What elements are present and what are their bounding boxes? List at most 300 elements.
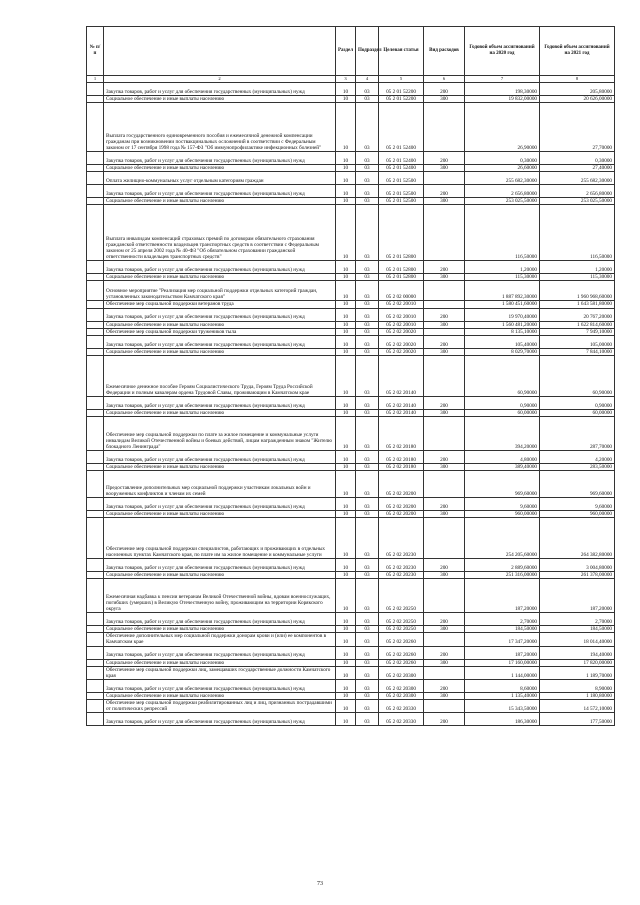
cell-amount-2020: 969,60000 xyxy=(465,471,540,498)
cell-description: Закупка товаров, работ и услуг для обеспечения государственных (муниципальных) нужд xyxy=(104,308,336,321)
cell-razdel: 10 xyxy=(336,152,356,165)
cell-num xyxy=(87,96,104,103)
cell-num xyxy=(87,281,104,301)
cell-tselevaya-statya: 05 2 02 20300 xyxy=(379,679,424,692)
cell-num xyxy=(87,613,104,626)
cell-razdel: 10 xyxy=(336,511,356,518)
cell-podrazdel: 03 xyxy=(356,626,379,633)
cell-podrazdel: 03 xyxy=(356,103,379,152)
cell-description: Закупка товаров, работ и услуг для обеспечения государственных (муниципальных) нужд xyxy=(104,613,336,626)
cell-amount-2020: 26,90000 xyxy=(465,103,540,152)
header-razdel: Раздел xyxy=(336,27,356,76)
cell-vid-rashodov: 300 xyxy=(424,692,465,699)
table-row xyxy=(87,416,615,450)
cell-num xyxy=(87,498,104,511)
header-podrazdel: Подраздел xyxy=(356,27,379,76)
column-number: 1 xyxy=(87,76,104,83)
cell-podrazdel: 03 xyxy=(356,328,379,335)
table-row xyxy=(87,450,615,463)
cell-tselevaya-statya: 05 2 01 52400 xyxy=(379,103,424,152)
cell-tselevaya-statya: 05 2 01 52200 xyxy=(379,83,424,96)
cell-description: Предоставление дополнительных мер социальной поддержки участникам локальных войн и вооруженных конфликтов и членам их семей xyxy=(104,471,336,498)
cell-description: Закупка товаров, работ и услуг для обеспечения государственных (муниципальных) нужд xyxy=(104,559,336,572)
table-row xyxy=(87,205,615,261)
cell-num xyxy=(87,205,104,261)
cell-vid-rashodov xyxy=(424,355,465,396)
cell-num xyxy=(87,165,104,172)
cell-amount-2021: 14 572,10000 xyxy=(540,699,615,712)
cell-num xyxy=(87,328,104,335)
cell-razdel: 10 xyxy=(336,416,356,450)
cell-razdel: 10 xyxy=(336,463,356,470)
cell-amount-2021: 253 025,50000 xyxy=(540,198,615,205)
cell-num xyxy=(87,301,104,308)
table-row xyxy=(87,633,615,646)
cell-tselevaya-statya: 05 2 01 52800 xyxy=(379,205,424,261)
cell-vid-rashodov: 200 xyxy=(424,450,465,463)
cell-tselevaya-statya: 05 2 02 20140 xyxy=(379,409,424,416)
cell-tselevaya-statya: 05 2 02 20180 xyxy=(379,450,424,463)
cell-amount-2020: 4,80000 xyxy=(465,450,540,463)
cell-description: Социальное обеспечение и иные выплаты населению xyxy=(104,511,336,518)
cell-num xyxy=(87,511,104,518)
column-number: 3 xyxy=(336,76,356,83)
table-row xyxy=(87,626,615,633)
cell-tselevaya-statya: 05 2 02 20020 xyxy=(379,348,424,355)
column-number: 4 xyxy=(356,76,379,83)
cell-amount-2021: 2,70000 xyxy=(540,613,615,626)
cell-podrazdel: 03 xyxy=(356,450,379,463)
cell-description: Закупка товаров, работ и услуг для обеспечения государственных (муниципальных) нужд xyxy=(104,83,336,96)
cell-num xyxy=(87,471,104,498)
cell-podrazdel: 03 xyxy=(356,679,379,692)
cell-tselevaya-statya: 05 2 02 20300 xyxy=(379,692,424,699)
cell-tselevaya-statya: 05 2 01 52400 xyxy=(379,152,424,165)
cell-tselevaya-statya: 05 2 01 52500 xyxy=(379,185,424,198)
cell-amount-2021: 17 820,00000 xyxy=(540,659,615,666)
cell-amount-2020: 17 160,00000 xyxy=(465,659,540,666)
cell-num xyxy=(87,559,104,572)
cell-podrazdel: 03 xyxy=(356,659,379,666)
cell-amount-2020: 960,00000 xyxy=(465,511,540,518)
cell-razdel: 10 xyxy=(336,355,356,396)
cell-razdel: 10 xyxy=(336,185,356,198)
cell-tselevaya-statya: 05 2 02 20330 xyxy=(379,713,424,726)
cell-amount-2021: 60,90000 xyxy=(540,355,615,396)
cell-amount-2021: 177,50000 xyxy=(540,713,615,726)
cell-podrazdel: 03 xyxy=(356,348,379,355)
cell-amount-2020: 17 347,20000 xyxy=(465,633,540,646)
cell-tselevaya-statya: 05 2 02 20180 xyxy=(379,416,424,450)
cell-razdel: 10 xyxy=(336,471,356,498)
cell-description: Ежемесячное денежное пособие Героям Социалистического Труда, Героям Труда Российской Федерации и полным кавалерам ордена Трудовой Славы, проживающим в Камчатском крае xyxy=(104,355,336,396)
table-row xyxy=(87,646,615,659)
cell-razdel: 10 xyxy=(336,83,356,96)
cell-razdel: 10 xyxy=(336,713,356,726)
cell-amount-2021: 287,70000 xyxy=(540,416,615,450)
header-tselevaya-statya: Целевая статья xyxy=(379,27,424,76)
cell-tselevaya-statya: 05 2 02 20250 xyxy=(379,613,424,626)
cell-amount-2020: 19 832,00000 xyxy=(465,96,540,103)
cell-razdel: 10 xyxy=(336,261,356,274)
cell-tselevaya-statya: 05 2 02 00000 xyxy=(379,281,424,301)
table-row xyxy=(87,274,615,281)
cell-podrazdel: 03 xyxy=(356,198,379,205)
cell-amount-2021: 20 767,20000 xyxy=(540,308,615,321)
table-row xyxy=(87,152,615,165)
cell-tselevaya-statya: 05 2 02 20300 xyxy=(379,666,424,679)
cell-vid-rashodov xyxy=(424,699,465,712)
cell-num xyxy=(87,679,104,692)
cell-vid-rashodov: 200 xyxy=(424,261,465,274)
cell-num xyxy=(87,450,104,463)
cell-podrazdel: 03 xyxy=(356,692,379,699)
cell-razdel: 10 xyxy=(336,409,356,416)
cell-tselevaya-statya: 05 2 02 20250 xyxy=(379,626,424,633)
cell-amount-2020: 2 656,80000 xyxy=(465,185,540,198)
cell-description: Закупка товаров, работ и услуг для обеспечения государственных (муниципальных) нужд xyxy=(104,396,336,409)
cell-razdel: 10 xyxy=(336,666,356,679)
cell-tselevaya-statya: 05 2 02 20250 xyxy=(379,579,424,613)
table-row xyxy=(87,613,615,626)
cell-amount-2021: 8,90000 xyxy=(540,679,615,692)
cell-num xyxy=(87,692,104,699)
budget-table xyxy=(86,26,615,726)
cell-num xyxy=(87,185,104,198)
cell-vid-rashodov: 300 xyxy=(424,572,465,579)
cell-amount-2020: 198,30000 xyxy=(465,83,540,96)
table-row xyxy=(87,261,615,274)
cell-podrazdel: 03 xyxy=(356,511,379,518)
cell-podrazdel: 03 xyxy=(356,355,379,396)
table-row xyxy=(87,328,615,335)
column-number-row xyxy=(87,76,615,83)
cell-tselevaya-statya: 05 2 02 20260 xyxy=(379,659,424,666)
cell-tselevaya-statya: 05 2 02 20200 xyxy=(379,511,424,518)
cell-description: Закупка товаров, работ и услуг для обеспечения государственных (муниципальных) нужд xyxy=(104,679,336,692)
cell-num xyxy=(87,646,104,659)
table-row xyxy=(87,409,615,416)
cell-razdel: 10 xyxy=(336,321,356,328)
cell-tselevaya-statya: 05 2 02 20200 xyxy=(379,471,424,498)
cell-tselevaya-statya: 05 2 01 52800 xyxy=(379,261,424,274)
column-number: 7 xyxy=(465,76,540,83)
cell-razdel: 10 xyxy=(336,699,356,712)
cell-podrazdel: 03 xyxy=(356,633,379,646)
cell-description: Закупка товаров, работ и услуг для обеспечения государственных (муниципальных) нужд xyxy=(104,261,336,274)
cell-description: Обеспечение дополнительных мер социальной поддержки донорам крови и (или) ее компонентов в Камчатском крае xyxy=(104,633,336,646)
cell-tselevaya-statya: 05 2 02 20230 xyxy=(379,572,424,579)
cell-razdel: 10 xyxy=(336,205,356,261)
cell-podrazdel: 03 xyxy=(356,83,379,96)
cell-vid-rashodov xyxy=(424,103,465,152)
cell-amount-2021: 205,80000 xyxy=(540,83,615,96)
cell-podrazdel: 03 xyxy=(356,559,379,572)
cell-vid-rashodov xyxy=(424,281,465,301)
cell-vid-rashodov: 300 xyxy=(424,274,465,281)
cell-amount-2021: 1 960 968,60000 xyxy=(540,281,615,301)
cell-vid-rashodov: 200 xyxy=(424,646,465,659)
cell-description: Социальное обеспечение и иные выплаты населению xyxy=(104,626,336,633)
cell-amount-2020: 1 887 892,30000 xyxy=(465,281,540,301)
cell-amount-2021: 116,50000 xyxy=(540,205,615,261)
cell-num xyxy=(87,633,104,646)
cell-amount-2020: 253 025,50000 xyxy=(465,198,540,205)
cell-amount-2020: 254 205,60000 xyxy=(465,518,540,559)
cell-vid-rashodov xyxy=(424,633,465,646)
cell-amount-2020: 187,20000 xyxy=(465,579,540,613)
cell-vid-rashodov xyxy=(424,328,465,335)
cell-razdel: 10 xyxy=(336,613,356,626)
cell-tselevaya-statya: 05 2 01 52500 xyxy=(379,198,424,205)
cell-razdel: 10 xyxy=(336,308,356,321)
cell-vid-rashodov: 300 xyxy=(424,165,465,172)
cell-amount-2021: 255 682,30000 xyxy=(540,172,615,185)
cell-amount-2020: 186,30000 xyxy=(465,713,540,726)
table-row xyxy=(87,572,615,579)
cell-amount-2020: 60,00000 xyxy=(465,409,540,416)
cell-podrazdel: 03 xyxy=(356,274,379,281)
cell-vid-rashodov xyxy=(424,579,465,613)
cell-podrazdel: 03 xyxy=(356,463,379,470)
cell-vid-rashodov xyxy=(424,666,465,679)
header-amount-2020: Годовой объем ассигнований на 2020 год xyxy=(465,27,540,76)
cell-description: Социальное обеспечение и иные выплаты населению xyxy=(104,348,336,355)
cell-num xyxy=(87,274,104,281)
cell-amount-2021: 20 626,00000 xyxy=(540,96,615,103)
cell-description: Социальное обеспечение и иные выплаты населению xyxy=(104,274,336,281)
cell-num xyxy=(87,572,104,579)
cell-razdel: 10 xyxy=(336,518,356,559)
cell-amount-2021: 27,40000 xyxy=(540,165,615,172)
cell-amount-2020: 19 970,40000 xyxy=(465,308,540,321)
cell-vid-rashodov: 200 xyxy=(424,83,465,96)
cell-num xyxy=(87,579,104,613)
cell-num xyxy=(87,396,104,409)
cell-vid-rashodov: 200 xyxy=(424,335,465,348)
cell-amount-2020: 1 144,00000 xyxy=(465,666,540,679)
cell-amount-2020: 116,50000 xyxy=(465,205,540,261)
cell-razdel: 10 xyxy=(336,335,356,348)
cell-amount-2021: 27,70000 xyxy=(540,103,615,152)
cell-amount-2021: 60,00000 xyxy=(540,409,615,416)
cell-razdel: 10 xyxy=(336,579,356,613)
cell-tselevaya-statya: 05 2 02 20140 xyxy=(379,396,424,409)
cell-vid-rashodov: 200 xyxy=(424,308,465,321)
cell-vid-rashodov: 200 xyxy=(424,613,465,626)
cell-num xyxy=(87,626,104,633)
cell-description: Социальное обеспечение и иные выплаты населению xyxy=(104,409,336,416)
cell-num xyxy=(87,321,104,328)
cell-amount-2020: 8 029,70000 xyxy=(465,348,540,355)
cell-podrazdel: 03 xyxy=(356,666,379,679)
cell-vid-rashodov: 300 xyxy=(424,96,465,103)
cell-podrazdel: 03 xyxy=(356,471,379,498)
table-row xyxy=(87,348,615,355)
cell-description: Обеспечение мер социальной поддержки тружеников тыла xyxy=(104,328,336,335)
cell-description: Оплата жилищно-коммунальных услуг отдельным категориям граждан xyxy=(104,172,336,185)
cell-amount-2020: 0,30000 xyxy=(465,152,540,165)
table-row xyxy=(87,679,615,692)
cell-num xyxy=(87,198,104,205)
cell-tselevaya-statya: 05 2 01 52400 xyxy=(379,165,424,172)
cell-description: Закупка товаров, работ и услуг для обеспечения государственных (муниципальных) нужд xyxy=(104,450,336,463)
cell-amount-2021: 0,30000 xyxy=(540,152,615,165)
cell-razdel: 10 xyxy=(336,396,356,409)
column-number: 2 xyxy=(104,76,336,83)
cell-vid-rashodov: 300 xyxy=(424,409,465,416)
cell-amount-2021: 264 382,80000 xyxy=(540,518,615,559)
cell-razdel: 10 xyxy=(336,692,356,699)
cell-podrazdel: 03 xyxy=(356,172,379,185)
cell-razdel: 10 xyxy=(336,659,356,666)
cell-vid-rashodov: 300 xyxy=(424,348,465,355)
cell-podrazdel: 03 xyxy=(356,498,379,511)
cell-podrazdel: 03 xyxy=(356,301,379,308)
cell-podrazdel: 03 xyxy=(356,321,379,328)
cell-vid-rashodov: 200 xyxy=(424,396,465,409)
cell-podrazdel: 03 xyxy=(356,335,379,348)
cell-amount-2020: 2 889,60000 xyxy=(465,559,540,572)
table-row xyxy=(87,165,615,172)
table-row xyxy=(87,713,615,726)
cell-amount-2021: 1 622 814,60000 xyxy=(540,321,615,328)
cell-amount-2021: 1 180,80000 xyxy=(540,692,615,699)
cell-vid-rashodov: 300 xyxy=(424,626,465,633)
cell-amount-2020: 1,20000 xyxy=(465,261,540,274)
cell-amount-2020: 8 135,10000 xyxy=(465,328,540,335)
cell-razdel: 10 xyxy=(336,633,356,646)
header-name xyxy=(104,27,336,76)
cell-razdel: 10 xyxy=(336,301,356,308)
cell-amount-2021: 261 378,00000 xyxy=(540,572,615,579)
cell-description: Закупка товаров, работ и услуг для обеспечения государственных (муниципальных) нужд xyxy=(104,152,336,165)
cell-razdel: 10 xyxy=(336,498,356,511)
cell-amount-2021: 0,90000 xyxy=(540,396,615,409)
cell-podrazdel: 03 xyxy=(356,165,379,172)
cell-podrazdel: 03 xyxy=(356,205,379,261)
cell-amount-2021: 18 014,40000 xyxy=(540,633,615,646)
cell-vid-rashodov: 300 xyxy=(424,463,465,470)
cell-tselevaya-statya: 05 2 02 20140 xyxy=(379,355,424,396)
table-row xyxy=(87,463,615,470)
cell-amount-2020: 389,40000 xyxy=(465,463,540,470)
cell-razdel: 10 xyxy=(336,450,356,463)
cell-description: Закупка товаров, работ и услуг для обеспечения государственных (муниципальных) нужд xyxy=(104,335,336,348)
cell-razdel: 10 xyxy=(336,559,356,572)
table-row xyxy=(87,103,615,152)
cell-tselevaya-statya: 05 2 02 20180 xyxy=(379,463,424,470)
cell-vid-rashodov: 200 xyxy=(424,559,465,572)
cell-num xyxy=(87,355,104,396)
cell-amount-2021: 9,60000 xyxy=(540,498,615,511)
cell-tselevaya-statya: 05 2 02 20230 xyxy=(379,518,424,559)
cell-podrazdel: 03 xyxy=(356,185,379,198)
cell-amount-2021: 184,50000 xyxy=(540,626,615,633)
cell-amount-2020: 1 135,40000 xyxy=(465,692,540,699)
cell-description: Закупка товаров, работ и услуг для обеспечения государственных (муниципальных) нужд xyxy=(104,185,336,198)
cell-amount-2021: 187,20000 xyxy=(540,579,615,613)
cell-amount-2021: 115,30000 xyxy=(540,274,615,281)
cell-description: Социальное обеспечение и иные выплаты населению xyxy=(104,96,336,103)
table-row xyxy=(87,659,615,666)
cell-vid-rashodov: 200 xyxy=(424,713,465,726)
cell-description: Социальное обеспечение и иные выплаты населению xyxy=(104,659,336,666)
cell-amount-2020: 0,90000 xyxy=(465,396,540,409)
cell-razdel: 10 xyxy=(336,646,356,659)
table-row xyxy=(87,396,615,409)
cell-description: Закупка товаров, работ и услуг для обеспечения государственных (муниципальных) нужд xyxy=(104,713,336,726)
cell-podrazdel: 03 xyxy=(356,613,379,626)
cell-razdel: 10 xyxy=(336,165,356,172)
cell-tselevaya-statya: 05 2 02 20020 xyxy=(379,328,424,335)
cell-razdel: 10 xyxy=(336,274,356,281)
table-row xyxy=(87,96,615,103)
cell-description: Выплата государственного единовременного пособия и ежемесячной денежной компенсации гражданам при возникновении поствакцинальных осложнений в соответствии с Федеральным законом от 17 сентября 1998 года № 157-ФЗ "Об иммунопрофилактике инфекционных болезней" xyxy=(104,103,336,152)
cell-vid-rashodov: 200 xyxy=(424,152,465,165)
page-number: 73 xyxy=(317,881,323,887)
cell-podrazdel: 03 xyxy=(356,518,379,559)
cell-tselevaya-statya: 05 2 02 20230 xyxy=(379,559,424,572)
table-row xyxy=(87,498,615,511)
cell-razdel: 10 xyxy=(336,679,356,692)
cell-razdel: 10 xyxy=(336,626,356,633)
cell-amount-2021: 105,00000 xyxy=(540,335,615,348)
cell-vid-rashodov: 200 xyxy=(424,498,465,511)
cell-razdel: 10 xyxy=(336,172,356,185)
cell-num xyxy=(87,83,104,96)
cell-podrazdel: 03 xyxy=(356,416,379,450)
cell-description: Социальное обеспечение и иные выплаты населению xyxy=(104,165,336,172)
cell-num xyxy=(87,103,104,152)
cell-amount-2021: 194,40000 xyxy=(540,646,615,659)
cell-amount-2020: 184,50000 xyxy=(465,626,540,633)
cell-vid-rashodov xyxy=(424,416,465,450)
table-row xyxy=(87,355,615,396)
cell-amount-2021: 2 656,80000 xyxy=(540,185,615,198)
cell-num xyxy=(87,463,104,470)
cell-vid-rashodov: 200 xyxy=(424,185,465,198)
table-row xyxy=(87,83,615,96)
cell-podrazdel: 03 xyxy=(356,713,379,726)
cell-amount-2021: 1 189,70000 xyxy=(540,666,615,679)
cell-podrazdel: 03 xyxy=(356,396,379,409)
cell-description: Основное мероприятие "Реализация мер социальной поддержки отдельных категорий граждан, установленных законодательством Камчатского края" xyxy=(104,281,336,301)
cell-num xyxy=(87,152,104,165)
column-number: 5 xyxy=(379,76,424,83)
cell-vid-rashodov xyxy=(424,172,465,185)
table-row xyxy=(87,559,615,572)
cell-amount-2020: 105,40000 xyxy=(465,335,540,348)
cell-amount-2021: 1 643 581,80000 xyxy=(540,301,615,308)
cell-tselevaya-statya: 05 2 02 20010 xyxy=(379,308,424,321)
cell-amount-2021: 283,50000 xyxy=(540,463,615,470)
cell-description: Закупка товаров, работ и услуг для обеспечения государственных (муниципальных) нужд xyxy=(104,646,336,659)
table-row xyxy=(87,321,615,328)
cell-tselevaya-statya: 05 2 02 20260 xyxy=(379,646,424,659)
cell-podrazdel: 03 xyxy=(356,699,379,712)
cell-vid-rashodov xyxy=(424,205,465,261)
cell-amount-2021: 969,60000 xyxy=(540,471,615,498)
cell-vid-rashodov: 300 xyxy=(424,198,465,205)
cell-description: Социальное обеспечение и иные выплаты населению xyxy=(104,463,336,470)
cell-num xyxy=(87,518,104,559)
cell-amount-2020: 26,60000 xyxy=(465,165,540,172)
cell-razdel: 10 xyxy=(336,281,356,301)
cell-podrazdel: 03 xyxy=(356,572,379,579)
cell-num xyxy=(87,713,104,726)
cell-num xyxy=(87,335,104,348)
